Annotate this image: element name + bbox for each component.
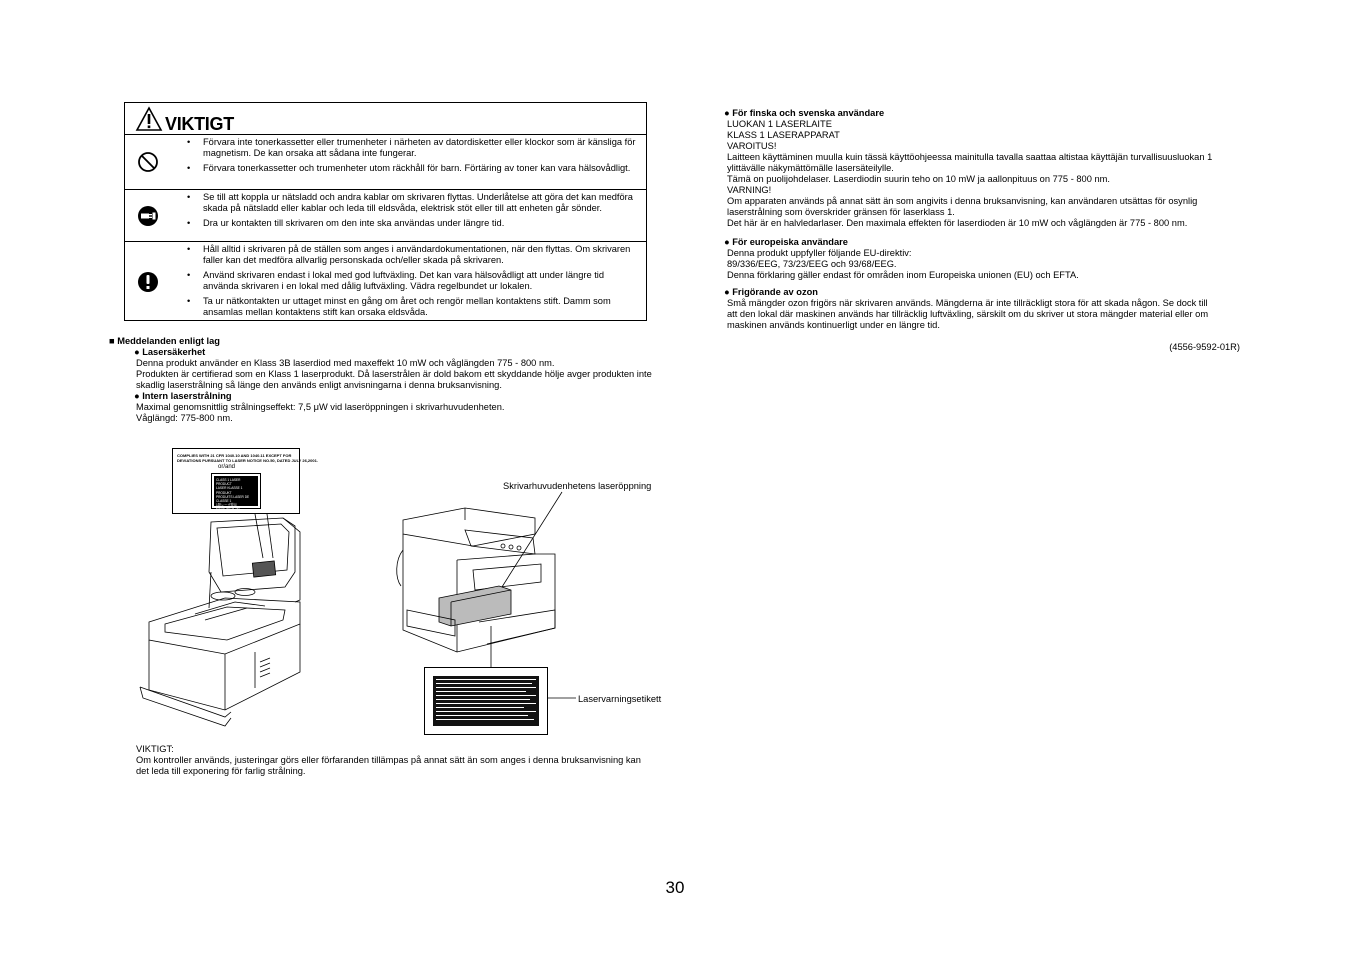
class-label-line: PRODUITS LASER DE CLASSE 1 [216, 494, 250, 504]
text-line: Maximal genomsnittlig strålningseffekt: 7,5 μW vid laseröppningen i skrivarhuvudenheten. [136, 402, 505, 412]
viktigt-warning-box [124, 102, 647, 321]
warning-item: • Förvara inte tonerkassetter eller trumenheter i närheten av datordisketter eller klockor som är känsliga för magnetism. De kan orsaka att sådana inte fungerar. [187, 137, 636, 159]
laser-warning-label [424, 667, 548, 735]
warning-item: • Se till att koppla ur nätsladd och andra kablar om skrivaren flyttas. Underlåtelse att göra det kan medföra skada på nätsladd eller kablar och leda till eldsvåda, elektrisk stöt eller till att enheten går sönder. [187, 192, 636, 214]
finnish-heading: ● För finska och svenska användare [724, 108, 885, 118]
exclamation-icon [137, 271, 159, 293]
text-line: ylittävälle näkymättömälle lasersäteilylle. [727, 163, 894, 173]
warning-item: • Dra ur kontakten till skrivaren om den inte ska användas under längre tid. [187, 218, 636, 229]
finnish-swedish-section [724, 108, 1244, 119]
class-label-line: LASER KLASSE 1 PRODUKT [216, 486, 243, 495]
warning-item: • Håll alltid i skrivaren på de ställen som anges i användardokumentationen, när den flyttas. Om skrivaren faller kan det medföra allvarlig personskada och/eller skada på skrivaren. [187, 244, 636, 266]
ozone-heading: ● Frigörande av ozon [724, 287, 818, 297]
text-line: Produkten är certifierad som en Klass 1 laserprodukt. Då laserstrålen är dold bakom ett skyddande hölje avger produkten inte [136, 369, 652, 379]
label-callout-line [548, 690, 578, 702]
internal-laser-heading: ● Intern laserstrålning [134, 391, 232, 401]
open-printer-illustration [135, 512, 310, 727]
text-line: Denna förklaring gäller endast för områden inom Europeiska unionen (EU) och EFTA. [727, 270, 1079, 280]
prohibited-icon [137, 151, 159, 173]
internal-laser-text [136, 402, 681, 424]
eu-heading: ● För europeiska användare [724, 237, 848, 247]
text-line: VARNING! [727, 185, 772, 195]
text-line: Våglängd: 775-800 nm. [136, 413, 233, 423]
laser-safety-section [134, 347, 679, 358]
internal-laser-section [134, 391, 679, 402]
warning-item: • Ta ur nätkontakten ur uttaget minst en gång om året och rengör mellan kontaktens stift. Damm som ansamlas mellan kontaktens stift kan orsaka eldsvåda. [187, 296, 636, 318]
compliance-line: DEVIATIONS PURSUANT TO LASER NOTICE NO.50, DATED JULY 26,2001. [177, 458, 318, 463]
text-line: LUOKAN 1 LASERLAITE [727, 119, 832, 129]
class-label-inner [214, 476, 258, 512]
warning-item: • Förvara tonerkassetter och trumenheter utom räckhåll för barn. Förtäring av toner kan vara hälsovådligt. [187, 163, 636, 174]
document-code: (4556-9592-01R) [1169, 342, 1240, 352]
eu-text [727, 248, 1247, 281]
laser-warning-label-inner [433, 676, 539, 726]
warning-row-storage [125, 135, 646, 190]
eu-section [724, 237, 1244, 248]
text-line: Denna produkt använder en Klass 3B laserdiod med maxeffekt 10 mW och våglängden 775 - 800 nm. [136, 358, 555, 368]
ozone-section [724, 287, 1244, 298]
text-line: Små mängder ozon frigörs när skrivaren används. Mängderna är inte tillräckligt stora för att skada någon. Se dock till [727, 298, 1208, 308]
text-line: Det här är en halvledarlaser. Den maximala effekten för laserdioden är 10 mW och våglängden är 775 - 800 nm. [727, 218, 1188, 228]
or-and-text: or/and [218, 464, 236, 470]
class-label-line: 1類レーザ製品 [216, 503, 237, 508]
laser-safety-heading: ● Lasersäkerhet [134, 347, 206, 357]
legal-heading: ■ Meddelanden enligt lag [109, 336, 220, 346]
text-line: Tämä on puolijohdelaser. Laserdiodin suurin teho on 10 mW ja aallonpituus on 775 - 800 nm. [727, 174, 1110, 184]
text-line: Laitteen käyttäminen muulla kuin tässä käyttöohjeessa mainitulla tavalla saattaa altistaa käyttäjän turvallisuusluokan 1 [727, 152, 1213, 162]
text-line: skadlig laserstrålning så länge den används enligt anvisningarna i denna bruksanvisning. [136, 380, 502, 390]
text-line: att den lokal där maskinen används har tillräcklig luftväxling, särskilt om du skriver ut stora mängder material eller om [727, 309, 1209, 319]
laser-safety-text [136, 358, 681, 391]
viktigt-note-title: VIKTIGT: [136, 744, 174, 754]
text-line: 89/336/EEG, 73/23/EEG och 93/68/EEG. [727, 259, 897, 269]
page-number: 30 [665, 878, 685, 897]
prohibited-icon-cell [125, 135, 171, 189]
legal-notices [109, 336, 679, 347]
caption-laser-aperture: Skrivarhuvudenhetens laseröppning [503, 481, 652, 491]
caption-laser-label: Laservarningsetikett [578, 694, 662, 704]
warning-triangle-icon [135, 106, 163, 132]
text-line: maskinen används kontinuerligt under en längre tid. [727, 320, 940, 330]
viktigt-title: VIKTIGT [165, 114, 234, 134]
warning-row-handling [125, 242, 646, 321]
warning-row-unplug [125, 190, 646, 242]
compliance-text [177, 453, 318, 463]
text-line: KLASS 1 LASERAPPARAT [727, 130, 840, 140]
unplug-icon [137, 205, 159, 227]
text-line: VAROITUS! [727, 141, 777, 151]
ozone-text [727, 298, 1247, 331]
class-label-outer [211, 473, 261, 512]
exclamation-icon-cell [125, 242, 171, 321]
class-label-line: CLASS 1 LASER PRODUCT [216, 478, 241, 487]
text-line: Om apparaten används på annat sätt än som angivits i denna bruksanvisning, kan användaren utsättas för osynlig [727, 196, 1198, 206]
warning-label-text-lines [433, 676, 539, 726]
text-line: det leda till exponering för farlig strålning. [136, 766, 306, 776]
unplug-icon-cell [125, 190, 171, 241]
viktigt-note [136, 744, 676, 777]
text-line: laserstrålning som överskrider gränsen för laserklass 1. [727, 207, 955, 217]
text-line: Om kontroller används, justeringar görs eller förfaranden tillämpas på annat sätt än som anges i denna bruksanvisning kan [136, 755, 641, 765]
class-label-line: MADE WITH 1M [216, 507, 240, 512]
finnish-swedish-text [727, 119, 1247, 229]
viktigt-header [125, 103, 646, 135]
compliance-label [172, 448, 318, 514]
warning-item: • Använd skrivaren endast i lokal med god luftväxling. Det kan vara hälsovådligt att under längre tid använda skrivaren i en lokal med dålig luftväxling. Vädra regelbundet ur lokalen. [187, 270, 636, 292]
text-line: Denna produkt uppfyller följande EU-direktiv: [727, 248, 912, 258]
mfp-printer-illustration [395, 490, 565, 670]
compliance-line: COMPLIES WITH 21 CFR 1040.10 AND 1040.11 EXCEPT FOR [177, 453, 292, 458]
